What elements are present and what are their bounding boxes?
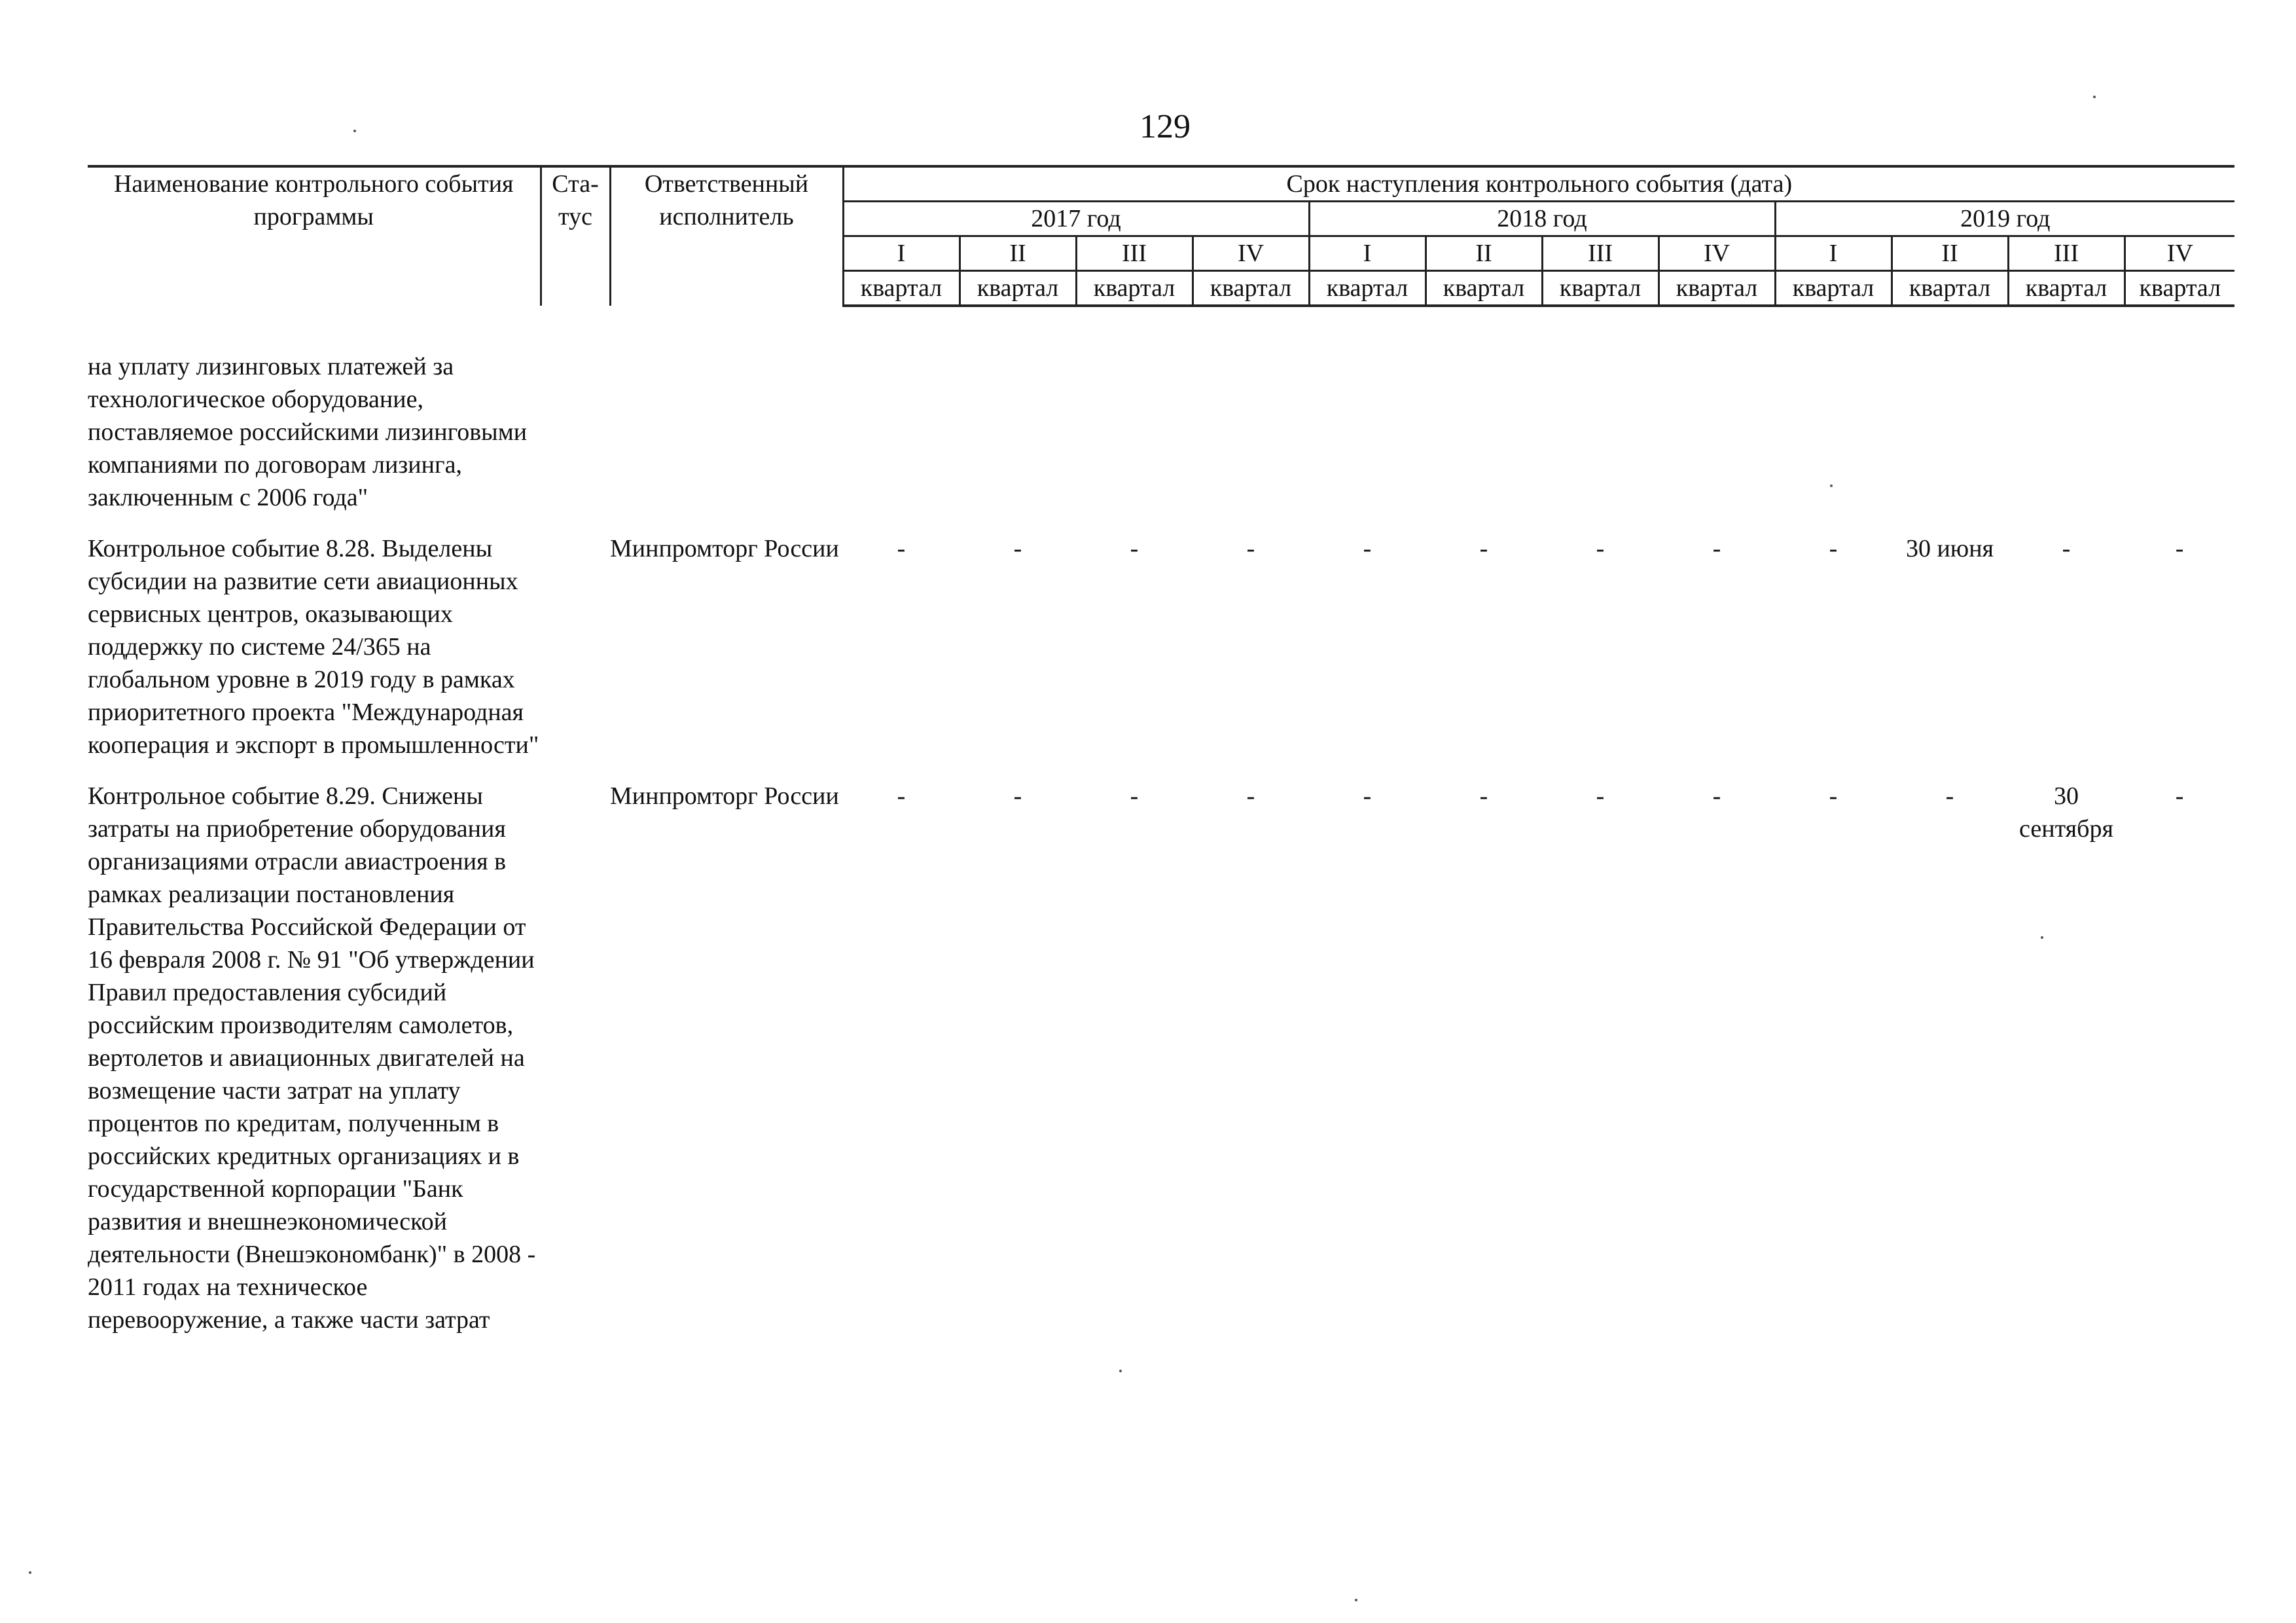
- scan-speck: [1355, 1599, 1357, 1601]
- quarter-word-header: квартал: [1542, 271, 1659, 306]
- quarter-cell: 30 сентября: [2019, 782, 2113, 843]
- quarter-cell: [2008, 306, 2125, 514]
- quarter-word-header: квартал: [1892, 271, 2008, 306]
- quarter-cell: [960, 306, 1076, 514]
- quarter-word-header: квартал: [1659, 271, 1775, 306]
- quarter-cell: [1193, 306, 1309, 514]
- quarter-cell: -: [897, 782, 906, 810]
- quarter-numeral-header: III: [1542, 236, 1659, 271]
- quarter-cell: -: [1363, 782, 1372, 810]
- quarter-cell: -: [1479, 782, 1488, 810]
- event-status: [541, 761, 610, 1336]
- table-row: [88, 306, 2234, 514]
- event-name: на уплату лизинговых платежей за технологическое оборудование, поставляемое российскими лизинговыми компаниями по договорам лизинга, заключенным с 2006 года": [88, 353, 528, 511]
- quarter-numeral-header: II: [1426, 236, 1542, 271]
- quarter-cell: -: [1596, 535, 1605, 562]
- scan-speck: [353, 130, 356, 132]
- quarter-cell: -: [1246, 535, 1255, 562]
- page-number: 129: [1139, 108, 1191, 145]
- quarter-numeral-header: III: [1076, 236, 1193, 271]
- quarter-cell: -: [1013, 535, 1022, 562]
- name-column-header: Наименование контрольного события программы: [88, 166, 541, 306]
- quarter-cell: [1659, 306, 1775, 514]
- quarter-cell: -: [1712, 782, 1721, 810]
- quarter-word-header: квартал: [1309, 271, 1426, 306]
- event-status: [541, 514, 610, 761]
- quarter-cell: -: [1596, 782, 1605, 810]
- quarter-cell: -: [2175, 535, 2184, 562]
- year-header-2017: 2017 год: [843, 202, 1309, 236]
- quarter-word-header: квартал: [1775, 271, 1892, 306]
- quarter-cell: [1542, 306, 1659, 514]
- quarter-word-header: квартал: [2125, 271, 2234, 306]
- control-events-table: [88, 165, 2234, 1336]
- scan-speck: [1119, 1370, 1122, 1372]
- scan-speck: [1830, 484, 1833, 487]
- quarter-cell: -: [897, 535, 906, 562]
- year-header-2018: 2018 год: [1309, 202, 1775, 236]
- quarter-cell: -: [1829, 782, 1838, 810]
- quarter-numeral-header: IV: [1659, 236, 1775, 271]
- event-executor: Минпромторг России: [610, 782, 839, 810]
- quarter-cell: [1309, 306, 1426, 514]
- quarter-word-header: квартал: [1193, 271, 1309, 306]
- event-name: Контрольное событие 8.28. Выделены субсидии на развитие сети авиационных сервисных центров, оказывающих поддержку по системе 24/365 на глобальном уровне в 2019 году в рамках приоритетного проекта "Международная кооперация и экспорт в промышленности": [88, 535, 539, 759]
- quarter-numeral-header: I: [1309, 236, 1426, 271]
- table-row: [88, 761, 2234, 1336]
- quarter-cell: -: [1246, 782, 1255, 810]
- table-header: [88, 166, 2234, 306]
- event-executor: Минпромторг России: [610, 535, 839, 562]
- event-executor: [610, 306, 843, 514]
- quarter-cell: -: [2175, 782, 2184, 810]
- quarter-numeral-header: II: [960, 236, 1076, 271]
- deadline-group-header: Срок наступления контрольного события (дата): [843, 166, 2234, 202]
- quarter-word-header: квартал: [1426, 271, 1542, 306]
- scan-speck: [2041, 936, 2043, 939]
- quarter-cell: -: [1945, 782, 1954, 810]
- quarter-cell: [843, 306, 960, 514]
- quarter-word-header: квартал: [843, 271, 960, 306]
- quarter-word-header: квартал: [960, 271, 1076, 306]
- quarter-cell: -: [1013, 782, 1022, 810]
- event-name: Контрольное событие 8.29. Снижены затраты на приобретение оборудования организациями отрасли авиастроения в рамках реализации постановления Правительства Российской Федерации от 16 февраля 2008 г. № 91 "Об утверждении Правил предоставления субсидий российским производителям самолетов, вертолетов и авиационных двигателей на возмещение части затрат на уплату процентов по кредитам, полученным в российских кредитных организациях и в государственной корпорации "Банк развития и внешнеэкономической деятельности (Внешэкономбанк)" в 2008 - 2011 годах на техническое перевооружение, а также части затрат: [88, 782, 536, 1334]
- quarter-numeral-header: IV: [2125, 236, 2234, 271]
- quarter-cell: -: [1130, 782, 1139, 810]
- quarter-cell: -: [1130, 535, 1139, 562]
- quarter-word-header: квартал: [1076, 271, 1193, 306]
- executor-column-header: Ответственный исполнитель: [610, 166, 843, 306]
- quarter-numeral-header: II: [1892, 236, 2008, 271]
- table-row: [88, 514, 2234, 761]
- quarter-cell: [2125, 306, 2234, 514]
- quarter-cell: -: [1479, 535, 1488, 562]
- quarter-cell: 30 июня: [1905, 535, 1994, 562]
- event-status: [541, 306, 610, 514]
- scan-speck: [2093, 96, 2096, 98]
- quarter-cell: -: [1829, 535, 1838, 562]
- quarter-numeral-header: IV: [1193, 236, 1309, 271]
- quarter-cell: [1892, 306, 2008, 514]
- quarter-word-header: квартал: [2008, 271, 2125, 306]
- quarter-cell: [1426, 306, 1542, 514]
- quarter-cell: -: [1363, 535, 1372, 562]
- quarter-numeral-header: III: [2008, 236, 2125, 271]
- year-header-2019: 2019 год: [1775, 202, 2234, 236]
- quarter-cell: [1076, 306, 1193, 514]
- quarter-cell: [1775, 306, 1892, 514]
- quarter-cell: -: [1712, 535, 1721, 562]
- quarter-numeral-header: I: [1775, 236, 1892, 271]
- scan-speck: [29, 1571, 31, 1574]
- quarter-cell: -: [2062, 535, 2071, 562]
- status-column-header: Ста-тус: [541, 166, 610, 306]
- quarter-numeral-header: I: [843, 236, 960, 271]
